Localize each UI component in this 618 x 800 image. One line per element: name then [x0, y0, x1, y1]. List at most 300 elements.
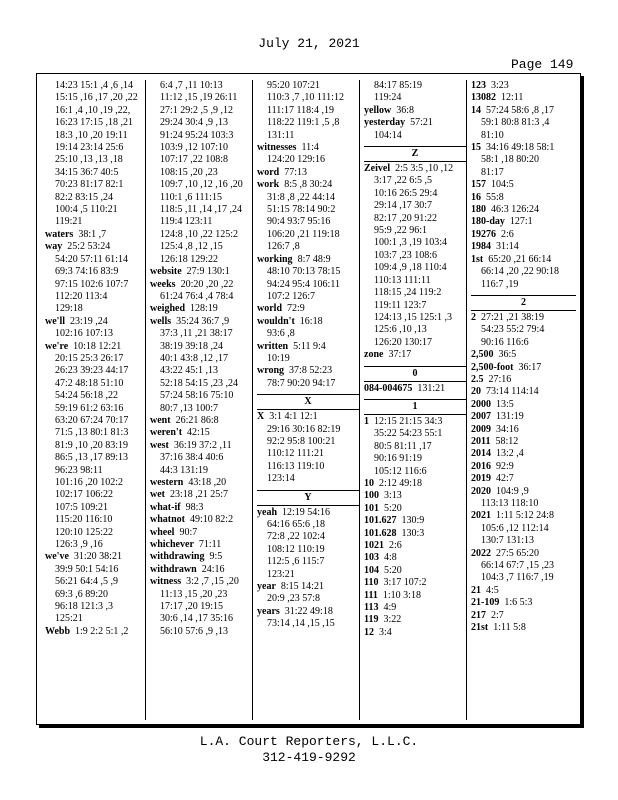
index-entry — [257, 254, 359, 266]
index-entry — [471, 411, 576, 423]
index-column-4 — [359, 80, 466, 720]
index-refs: 36:5 — [498, 349, 517, 361]
index-entry — [471, 80, 576, 92]
index-term: 21 — [471, 584, 481, 596]
index-ref-line: 110:12 111:21 — [267, 448, 324, 460]
index-ref-line: 37:16 38:4 40:6 — [160, 452, 224, 464]
index-ref-line: 112:20 113:4 — [55, 290, 108, 302]
index-term: withdrawn — [150, 563, 197, 575]
index-entry — [150, 427, 252, 439]
index-term: 2016 — [471, 460, 491, 472]
index-refs: 31:20 38:21 — [73, 551, 122, 563]
index-entry — [471, 597, 576, 609]
index-ref-line: 90:4 93:7 95:16 — [267, 216, 331, 228]
index-column-1 — [45, 80, 145, 720]
index-ref-line: 101:16 ,20 102:2 — [55, 477, 124, 488]
index-term: wet — [150, 489, 165, 501]
index-term: website — [150, 266, 182, 278]
index-term: 1st — [471, 253, 484, 265]
index-refs: 2:6 — [389, 540, 402, 551]
index-entry — [45, 341, 145, 353]
index-entry — [257, 507, 359, 519]
index-entry — [471, 386, 576, 398]
index-entry — [364, 416, 466, 428]
index-refs: 12:19 54:16 — [282, 506, 331, 518]
index-refs: 127:1 — [509, 216, 533, 228]
index-ref-line: 26:23 39:23 44:17 — [55, 365, 129, 377]
index-ref-line: 58:1 ,18 80:20 — [481, 154, 540, 166]
index-ref-line: 126:18 129:22 — [160, 253, 219, 265]
index-ref-line: 73:14 ,14 ,15 ,15 — [267, 618, 335, 630]
index-term: wouldn't — [257, 315, 295, 327]
index-ref-line: 48:10 70:13 78:15 — [267, 266, 341, 278]
index-term: 16 — [471, 191, 481, 203]
index-entry — [471, 216, 576, 228]
index-term: 21st — [471, 622, 489, 634]
index-entry — [471, 436, 576, 448]
index-refs: 1:9 2:2 5:1 ,2 — [75, 625, 129, 637]
index-term: 180 — [471, 204, 486, 216]
index-refs: 11:4 — [301, 142, 319, 154]
index-refs: 3:23 — [491, 80, 509, 91]
index-refs: 58:12 — [495, 435, 519, 447]
index-ref-line: 80:5 81:11 ,17 — [374, 440, 432, 452]
index-ref-line: 95:20 107:21 — [267, 80, 321, 91]
index-ref-line: 108:12 110:19 — [267, 543, 325, 555]
index-ref-line: 107:17 ,22 108:8 — [160, 154, 229, 166]
index-refs: 36:8 — [396, 104, 414, 116]
letter-section-heading: X — [257, 395, 359, 410]
index-term: 103 — [364, 552, 379, 564]
index-entry — [45, 551, 145, 563]
index-refs: 71:11 — [198, 539, 222, 551]
index-refs: 72:9 — [287, 303, 305, 315]
index-ref-line: 107:5 109:21 — [55, 501, 109, 513]
index-term: 19276 — [471, 228, 496, 240]
index-ref-line: 111:17 118:4 ,19 — [267, 104, 334, 116]
letter-section-heading: Y — [257, 491, 359, 506]
index-term: 2019 — [471, 473, 491, 485]
index-term: 101.627 — [364, 515, 397, 527]
index-ref-line: 91:24 95:24 103:3 — [160, 129, 234, 141]
index-term: 13082 — [471, 92, 496, 104]
index-ref-line: 129:18 — [55, 303, 83, 315]
index-term: 2,500-foot — [471, 361, 514, 373]
index-ref-line: 104:14 — [374, 129, 402, 141]
index-ref-line: 125:4 ,8 ,12 ,15 — [160, 241, 223, 253]
index-term: weighed — [150, 303, 185, 315]
index-entry — [364, 552, 466, 564]
index-entry — [364, 515, 466, 527]
index-entry — [150, 266, 252, 278]
index-ref-line: 71:5 ,13 80:1 81:3 — [55, 427, 129, 439]
index-term: 1984 — [471, 241, 491, 253]
index-ref-line: 20:15 25:3 26:17 — [55, 352, 124, 364]
index-ref-line: 110:13 111:11 — [374, 274, 431, 286]
index-term: 15 — [471, 142, 481, 154]
index-ref-line: 96:18 121:3 ,3 — [55, 601, 114, 613]
index-term: what-if — [150, 501, 181, 513]
index-ref-line: 96:23 98:11 — [55, 464, 103, 476]
index-refs: 16:18 — [299, 315, 323, 327]
index-refs: 31:22 49:18 — [284, 605, 333, 617]
index-term: 113 — [364, 602, 379, 614]
index-refs: 1:11 5:8 — [493, 622, 526, 634]
index-ref-line: 126:7 ,8 — [267, 241, 300, 253]
index-term: zone — [364, 349, 384, 361]
index-refs: 23:18 ,21 25:7 — [170, 489, 229, 501]
index-entry — [150, 539, 252, 551]
index-refs: 23:19 ,24 — [70, 315, 108, 327]
index-refs: 4:5 — [486, 584, 499, 596]
index-ref-line: 37:3 ,11 ,21 38:17 — [160, 328, 233, 340]
index-refs: 4:8 — [384, 552, 397, 564]
index-ref-line: 16:23 17:15 ,18 ,21 — [55, 117, 134, 129]
index-entry — [150, 514, 252, 526]
index-ref-line: 125:21 — [55, 613, 83, 625]
index-refs: 42:15 — [187, 427, 210, 439]
index-refs: 77:13 — [284, 166, 308, 178]
index-term: 10 — [364, 477, 374, 489]
index-refs: 27:5 65:20 — [496, 547, 540, 559]
index-refs: 3:4 — [379, 626, 392, 638]
index-refs: 5:20 — [384, 502, 402, 514]
index-ref-line: 54:23 55:2 79:4 — [481, 324, 545, 336]
index-ref-line: 47:2 48:18 51:10 — [55, 377, 124, 389]
index-entry — [471, 192, 576, 204]
index-ref-line: 81:10 — [481, 129, 504, 141]
index-entry — [471, 585, 576, 597]
index-refs: 104:9 ,9 — [496, 485, 529, 497]
index-ref-line: 86:5 ,13 ,17 89:13 — [55, 452, 129, 464]
index-entry — [471, 510, 576, 522]
word-index-frame — [36, 73, 581, 725]
index-ref-line: 59:1 80:8 81:3 ,4 — [481, 117, 550, 129]
index-ref-line: 123:21 — [267, 568, 295, 580]
index-ref-line: 118:5 ,11 ,14 ,17 ,24 — [160, 204, 243, 216]
index-ref-line: 118:22 119:1 ,5 ,8 — [267, 117, 340, 129]
index-ref-line: 25:10 ,13 ,13 ,18 — [55, 154, 123, 166]
index-ref-line: 57:24 58:16 75:10 — [160, 390, 234, 402]
index-ref-line: 69:3 74:16 83:9 — [55, 266, 119, 278]
index-ref-line: 126:3 ,9 ,16 — [55, 539, 103, 551]
index-ref-line: 29:24 30:4 ,9 ,13 — [160, 117, 229, 129]
index-refs: 1:11 5:12 24:8 — [496, 510, 554, 522]
index-entry — [364, 528, 466, 540]
index-ref-line: 109:7 ,10 ,12 ,16 ,20 — [160, 179, 243, 191]
index-term: 119 — [364, 614, 379, 626]
index-term: years — [257, 605, 280, 617]
index-ref-line: 40:1 43:8 ,12 ,17 — [160, 352, 229, 364]
index-ref-line: 123:14 — [267, 473, 295, 485]
index-ref-line: 110:1 ,6 111:15 — [160, 191, 222, 203]
index-refs: 3:2 ,7 ,15 ,20 — [186, 576, 239, 588]
index-ref-line: 16:1 ,4 ,10 ,19 ,22, — [55, 104, 131, 116]
index-ref-line: 92:2 95:8 100:21 — [267, 435, 336, 447]
letter-section-heading: 1 — [364, 400, 466, 415]
index-ref-line: 56:21 64:4 ,5 ,9 — [55, 576, 119, 588]
index-entry — [471, 424, 576, 436]
index-refs: 43:18 ,20 — [188, 477, 227, 488]
index-term: 101 — [364, 502, 379, 514]
letter-section-heading: 2 — [471, 296, 576, 311]
index-entry — [364, 117, 466, 129]
index-term: waters — [45, 228, 74, 240]
index-entry — [471, 312, 576, 324]
index-ref-line: 104:3 ,7 116:7 ,19 — [481, 572, 554, 584]
index-ref-line: 119:21 — [55, 216, 83, 228]
index-refs: 4:9 — [383, 602, 397, 614]
index-ref-line: 59:19 61:2 63:16 — [55, 402, 124, 414]
index-term: 21-109 — [471, 597, 500, 609]
index-ref-line: 107:2 126:7 — [267, 290, 316, 302]
index-refs: 12:11 — [501, 92, 524, 104]
index-term: witnesses — [257, 142, 297, 154]
index-term: west — [150, 439, 169, 451]
letter-section-heading: 0 — [364, 367, 466, 382]
index-entry — [150, 415, 252, 427]
index-ref-line: 61:24 76:4 ,4 78:4 — [160, 290, 234, 302]
index-refs: 2:12 49:18 — [379, 477, 423, 489]
index-ref-line: 63:20 67:24 70:17 — [55, 414, 129, 426]
index-entry — [150, 551, 252, 563]
index-ref-line: 35:22 54:23 55:1 — [374, 428, 443, 440]
index-entry — [257, 303, 359, 315]
index-term: Webb — [45, 625, 71, 637]
index-ref-line: 20:9 ,23 57:8 — [267, 593, 321, 605]
index-entry — [364, 614, 466, 626]
index-refs: 25:2 53:24 — [67, 241, 111, 253]
index-entry — [364, 602, 466, 614]
index-ref-line: 81:9 ,10 ,20 83:19 — [55, 439, 129, 451]
index-entry — [471, 142, 576, 154]
index-ref-line: 124:8 ,10 ,22 125:2 — [160, 228, 239, 240]
index-entry — [257, 341, 359, 353]
reporter-name: L.A. Court Reporters, L.L.C. — [199, 734, 419, 749]
index-refs: 20:20 ,20 ,22 — [180, 278, 234, 290]
index-entry — [150, 477, 252, 489]
index-ref-line: 102:16 107:13 — [55, 328, 114, 340]
index-entry — [257, 142, 359, 154]
index-term: 1021 — [364, 540, 384, 551]
index-term: wells — [150, 315, 172, 327]
index-term: 20 — [471, 386, 481, 398]
index-ref-line: 95:9 ,22 96:1 — [374, 225, 428, 237]
index-term: 2,500 — [471, 349, 494, 361]
index-refs: 9:5 — [209, 551, 223, 563]
index-term: we'll — [45, 315, 65, 327]
index-refs: 38:1 ,7 — [78, 228, 107, 240]
index-term: yesterday — [364, 117, 406, 129]
index-entry — [364, 565, 466, 577]
index-refs: 128:19 — [190, 303, 218, 315]
index-ref-line: 90:16 116:6 — [481, 336, 529, 348]
index-refs: 34:16 49:18 58:1 — [486, 142, 555, 154]
index-entry — [257, 167, 359, 179]
index-entry — [471, 448, 576, 460]
index-term: wheel — [150, 526, 175, 538]
index-entry — [45, 229, 145, 241]
index-term: 157 — [471, 179, 486, 191]
index-ref-line: 11:13 ,15 ,20 ,23 — [160, 588, 228, 600]
index-column-3 — [252, 80, 359, 720]
index-entry — [257, 581, 359, 593]
index-ref-line: 64:16 65:6 ,18 — [267, 519, 326, 530]
index-refs: 10:18 12:21 — [73, 340, 122, 352]
index-entry — [471, 179, 576, 191]
index-ref-line: 17:17 ,20 19:15 — [160, 601, 224, 613]
index-entry — [471, 105, 576, 117]
index-ref-line: 110:3 ,7 ,10 111:12 — [267, 92, 344, 104]
index-term: 2007 — [471, 411, 491, 423]
index-ref-line: 80:7 ,13 100:7 — [160, 402, 219, 414]
index-entry — [150, 502, 252, 514]
index-ref-line: 108:15 ,20 ,23 — [160, 166, 218, 178]
index-entry — [150, 316, 252, 328]
index-ref-line: 93:6 ,8 — [267, 328, 295, 340]
index-ref-line: 18:3 ,10 ,20 19:11 — [55, 129, 128, 141]
index-refs: 2:7 — [491, 609, 504, 621]
index-ref-line: 119:11 123:7 — [374, 299, 427, 311]
index-term: yeah — [257, 506, 277, 518]
index-ref-line: 66:14 67:7 ,15 ,23 — [481, 560, 555, 572]
index-entry — [471, 254, 576, 266]
index-entry — [364, 627, 466, 639]
index-ref-line: 54:24 56:18 ,22 — [55, 390, 119, 402]
index-ref-line: 126:20 130:17 — [374, 336, 433, 348]
index-term: world — [257, 303, 282, 315]
index-ref-line: 94:24 95:4 106:11 — [267, 278, 340, 290]
index-column-2 — [145, 80, 252, 720]
index-term: 2011 — [471, 435, 491, 447]
index-ref-line: 19:14 23:14 25:6 — [55, 142, 124, 154]
index-refs: 55:8 — [486, 191, 504, 203]
index-ref-line: 78:7 90:20 94:17 — [267, 377, 336, 389]
index-refs: 27:16 — [488, 373, 512, 385]
index-ref-line: 115:20 116:10 — [55, 514, 113, 526]
index-refs: 130:9 — [401, 515, 425, 527]
index-term: 2021 — [471, 510, 491, 522]
index-ref-line: 105:6 ,12 112:14 — [481, 522, 549, 534]
index-term: 2.5 — [471, 373, 484, 385]
index-ref-line: 105:12 116:6 — [374, 465, 427, 477]
index-ref-line: 11:12 ,15 ,19 26:11 — [160, 92, 238, 104]
index-entry — [364, 590, 466, 602]
index-ref-line: 6:4 ,7 ,11 10:13 — [160, 80, 223, 91]
index-ref-line: 125:6 ,10 ,13 — [374, 324, 427, 336]
index-refs: 104:5 — [491, 179, 514, 191]
index-refs: 36:17 — [518, 361, 542, 373]
index-ref-line: 100:4 ,5 110:21 — [55, 204, 118, 216]
index-ref-line: 84:17 85:19 — [374, 80, 423, 91]
index-refs: 5:20 — [384, 564, 402, 576]
index-refs: 73:14 114:14 — [486, 386, 539, 398]
index-ref-line: 106:20 ,21 119:18 — [267, 228, 340, 240]
index-ref-line: 124:20 129:16 — [267, 154, 326, 166]
index-term: wrong — [257, 365, 285, 377]
index-ref-line: 90:16 91:19 — [374, 453, 423, 465]
index-ref-line: 70:23 81:17 82:1 — [55, 179, 124, 191]
index-entry — [257, 606, 359, 618]
index-term: 2020 — [471, 485, 491, 497]
reporter-footer — [0, 734, 618, 766]
index-entry — [257, 365, 359, 377]
index-ref-line: 51:15 78:14 90:2 — [267, 204, 336, 216]
index-term: year — [257, 581, 276, 593]
index-entry — [364, 577, 466, 589]
index-refs: 92:9 — [496, 460, 514, 472]
index-entry — [471, 610, 576, 622]
index-term: 2022 — [471, 547, 491, 559]
index-refs: 13:5 — [496, 398, 514, 410]
index-refs: 37:17 — [388, 349, 412, 361]
index-entry — [471, 241, 576, 253]
index-entry — [471, 204, 576, 216]
index-term: word — [257, 166, 280, 178]
index-entry — [471, 229, 576, 241]
index-term: 2000 — [471, 398, 491, 410]
index-refs: 24:16 — [201, 563, 225, 575]
index-entry — [45, 316, 145, 328]
index-entry — [364, 105, 466, 117]
index-term: 2 — [471, 311, 476, 323]
index-refs: 27:9 130:1 — [186, 266, 230, 278]
index-entry — [364, 163, 466, 175]
index-refs: 3:22 — [383, 614, 402, 626]
index-term: work — [257, 179, 280, 191]
index-ref-line: 82:17 ,20 91:22 — [374, 212, 438, 224]
index-ref-line: 131:11 — [267, 129, 295, 141]
index-ref-line: 120:10 125:22 — [55, 526, 114, 538]
index-entry — [471, 486, 576, 498]
index-term: weren't — [150, 427, 183, 439]
index-term: we're — [45, 340, 69, 352]
index-refs: 90:7 — [179, 526, 198, 538]
index-ref-line: 130:7 131:13 — [481, 535, 535, 547]
index-entry — [150, 576, 252, 588]
index-ref-line: 119:4 123:11 — [160, 216, 213, 228]
index-refs: 98:3 — [185, 501, 204, 513]
index-ref-line: 116:13 119:10 — [267, 460, 325, 472]
index-refs: 130:3 — [401, 527, 425, 539]
reporter-phone: 312-419-9292 — [262, 750, 356, 765]
index-term: 12 — [364, 626, 374, 638]
index-term: 2014 — [471, 448, 491, 460]
index-ref-line: 102:17 106:22 — [55, 489, 114, 501]
index-entry — [364, 349, 466, 361]
index-entry — [45, 626, 145, 638]
index-refs: 8:7 48:9 — [297, 253, 331, 265]
index-entry — [150, 527, 252, 539]
index-entry — [257, 411, 359, 423]
index-refs: 57:21 — [410, 117, 433, 129]
index-term: 180-day — [471, 216, 505, 228]
index-ref-line: 118:15 ,24 119:2 — [374, 287, 442, 299]
index-term: way — [45, 241, 63, 253]
index-ref-line: 116:7 ,19 — [481, 278, 519, 290]
index-term: whichever — [150, 539, 194, 551]
index-refs: 3:13 — [384, 490, 402, 502]
index-refs: 46:3 126:24 — [491, 204, 540, 216]
index-ref-line: 3:17 ,22 6:5 ,5 — [374, 175, 433, 187]
index-refs: 27:21 ,21 38:19 — [481, 311, 545, 323]
index-entry — [257, 179, 359, 191]
index-entry — [471, 548, 576, 560]
index-column-5 — [466, 80, 576, 720]
index-term: 111 — [364, 589, 378, 601]
index-refs: 3:1 4:1 12:1 — [269, 411, 318, 423]
index-term: 14 — [471, 104, 481, 116]
